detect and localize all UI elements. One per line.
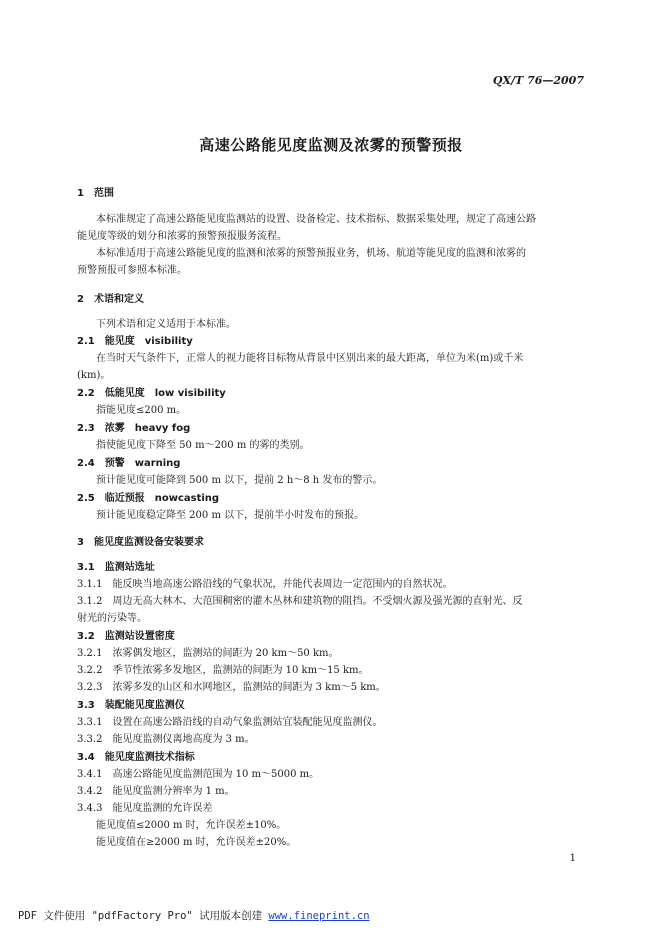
page-title: 高速公路能见度监测及浓雾的预警预报 xyxy=(199,136,463,154)
clause-line: 3.4.2 能见度监测分辨率为 1 m。 xyxy=(77,786,235,797)
paragraph-line: 本标准适用于高速公路能见度的监测和浓雾的预警预报业务，机场、航道等能见度的监测和浓雾的 xyxy=(96,248,526,259)
paragraph-line: 本标准规定了高速公路能见度监测站的设置、设备检定、技术指标、数据采集处理，规定了高速公路 xyxy=(96,214,536,225)
section-2-heading: 2 术语和定义 xyxy=(77,294,144,305)
term-heading: 2.1 能见度 visibility xyxy=(77,336,193,347)
term-heading: 2.4 预警 warning xyxy=(77,458,181,469)
subsection-heading: 3.1 监测站选址 xyxy=(77,562,155,573)
page-number: 1 xyxy=(569,853,576,864)
clause-line: 3.1.2 周边无高大林木、大范围稠密的灌木丛林和建筑物的阻挡。不受烟火源及强光源的直射光、反 xyxy=(77,596,523,607)
subsection-heading: 3.2 监测站设置密度 xyxy=(77,631,175,642)
paragraph-line: 指使能见度下降至 50 m～200 m 的雾的类别。 xyxy=(96,440,310,451)
clause-line: 3.2.1 浓雾偶发地区，监测站的间距为 20 km～50 km。 xyxy=(77,648,339,659)
clause-line: 3.3.1 设置在高速公路沿线的自动气象监测站宜装配能见度监测仪。 xyxy=(77,717,383,728)
subsection-heading: 3.3 装配能见度监测仪 xyxy=(77,700,185,711)
paragraph-line: 预警预报可参照本标准。 xyxy=(77,265,187,276)
subsection-heading: 3.4 能见度监测技术指标 xyxy=(77,752,195,763)
clause-line: 3.1.1 能反映当地高速公路沿线的气象状况，并能代表周边一定范围内的自然状况。 xyxy=(77,579,453,590)
standard-number: QX/T 76—2007 xyxy=(492,74,584,87)
paragraph-line: 预计能见度可能降到 500 m 以下，提前 2 h～8 h 发布的警示。 xyxy=(96,475,383,486)
paragraph-line: 在当时天气条件下，正常人的视力能将目标物从背景中区别出来的最大距离，单位为米(m)或千米 xyxy=(96,353,524,364)
clause-line: 3.4.3 能见度监测的允许误差 xyxy=(77,803,213,814)
section-3-heading: 3 能见度监测设备安装要求 xyxy=(77,537,204,548)
pdf-footer xyxy=(18,908,370,923)
clause-line: 3.4.1 高速公路能见度监测范围为 10 m～5000 m。 xyxy=(77,769,320,780)
clause-line: 能见度值≤2000 m 时，允许误差±10%。 xyxy=(96,820,287,831)
clause-line: 3.3.2 能见度监测仪离地高度为 3 m。 xyxy=(77,734,255,745)
term-heading: 2.3 浓雾 heavy fog xyxy=(77,423,191,434)
footer-text: PDF 文件使用 "pdfFactory Pro" 试用版本创建 xyxy=(18,910,269,922)
term-heading: 2.2 低能见度 low visibility xyxy=(77,388,226,399)
footer-link[interactable]: www.fineprint.cn xyxy=(268,910,370,922)
term-heading: 2.5 临近预报 nowcasting xyxy=(77,493,220,504)
section-1-heading: 1 范围 xyxy=(77,188,114,199)
paragraph-line: (km)。 xyxy=(77,370,111,381)
clause-line: 3.2.3 浓雾多发的山区和水网地区，监测站的间距为 3 km～5 km。 xyxy=(77,682,386,693)
paragraph-line: 指能见度≤200 m。 xyxy=(96,405,187,416)
paragraph-line: 能见度等级的划分和浓雾的预警预报服务流程。 xyxy=(77,231,287,242)
paragraph-line: 下列术语和定义适用于本标准。 xyxy=(96,319,236,330)
clause-line: 3.2.2 季节性浓雾多发地区，监测站的间距为 10 km～15 km。 xyxy=(77,665,369,676)
clause-line: 能见度值在≥2000 m 时，允许误差±20%。 xyxy=(96,837,297,848)
paragraph-line: 预计能见度稳定降至 200 m 以下，提前半小时发布的预报。 xyxy=(96,510,365,521)
clause-line: 射光的污染等。 xyxy=(77,613,147,624)
